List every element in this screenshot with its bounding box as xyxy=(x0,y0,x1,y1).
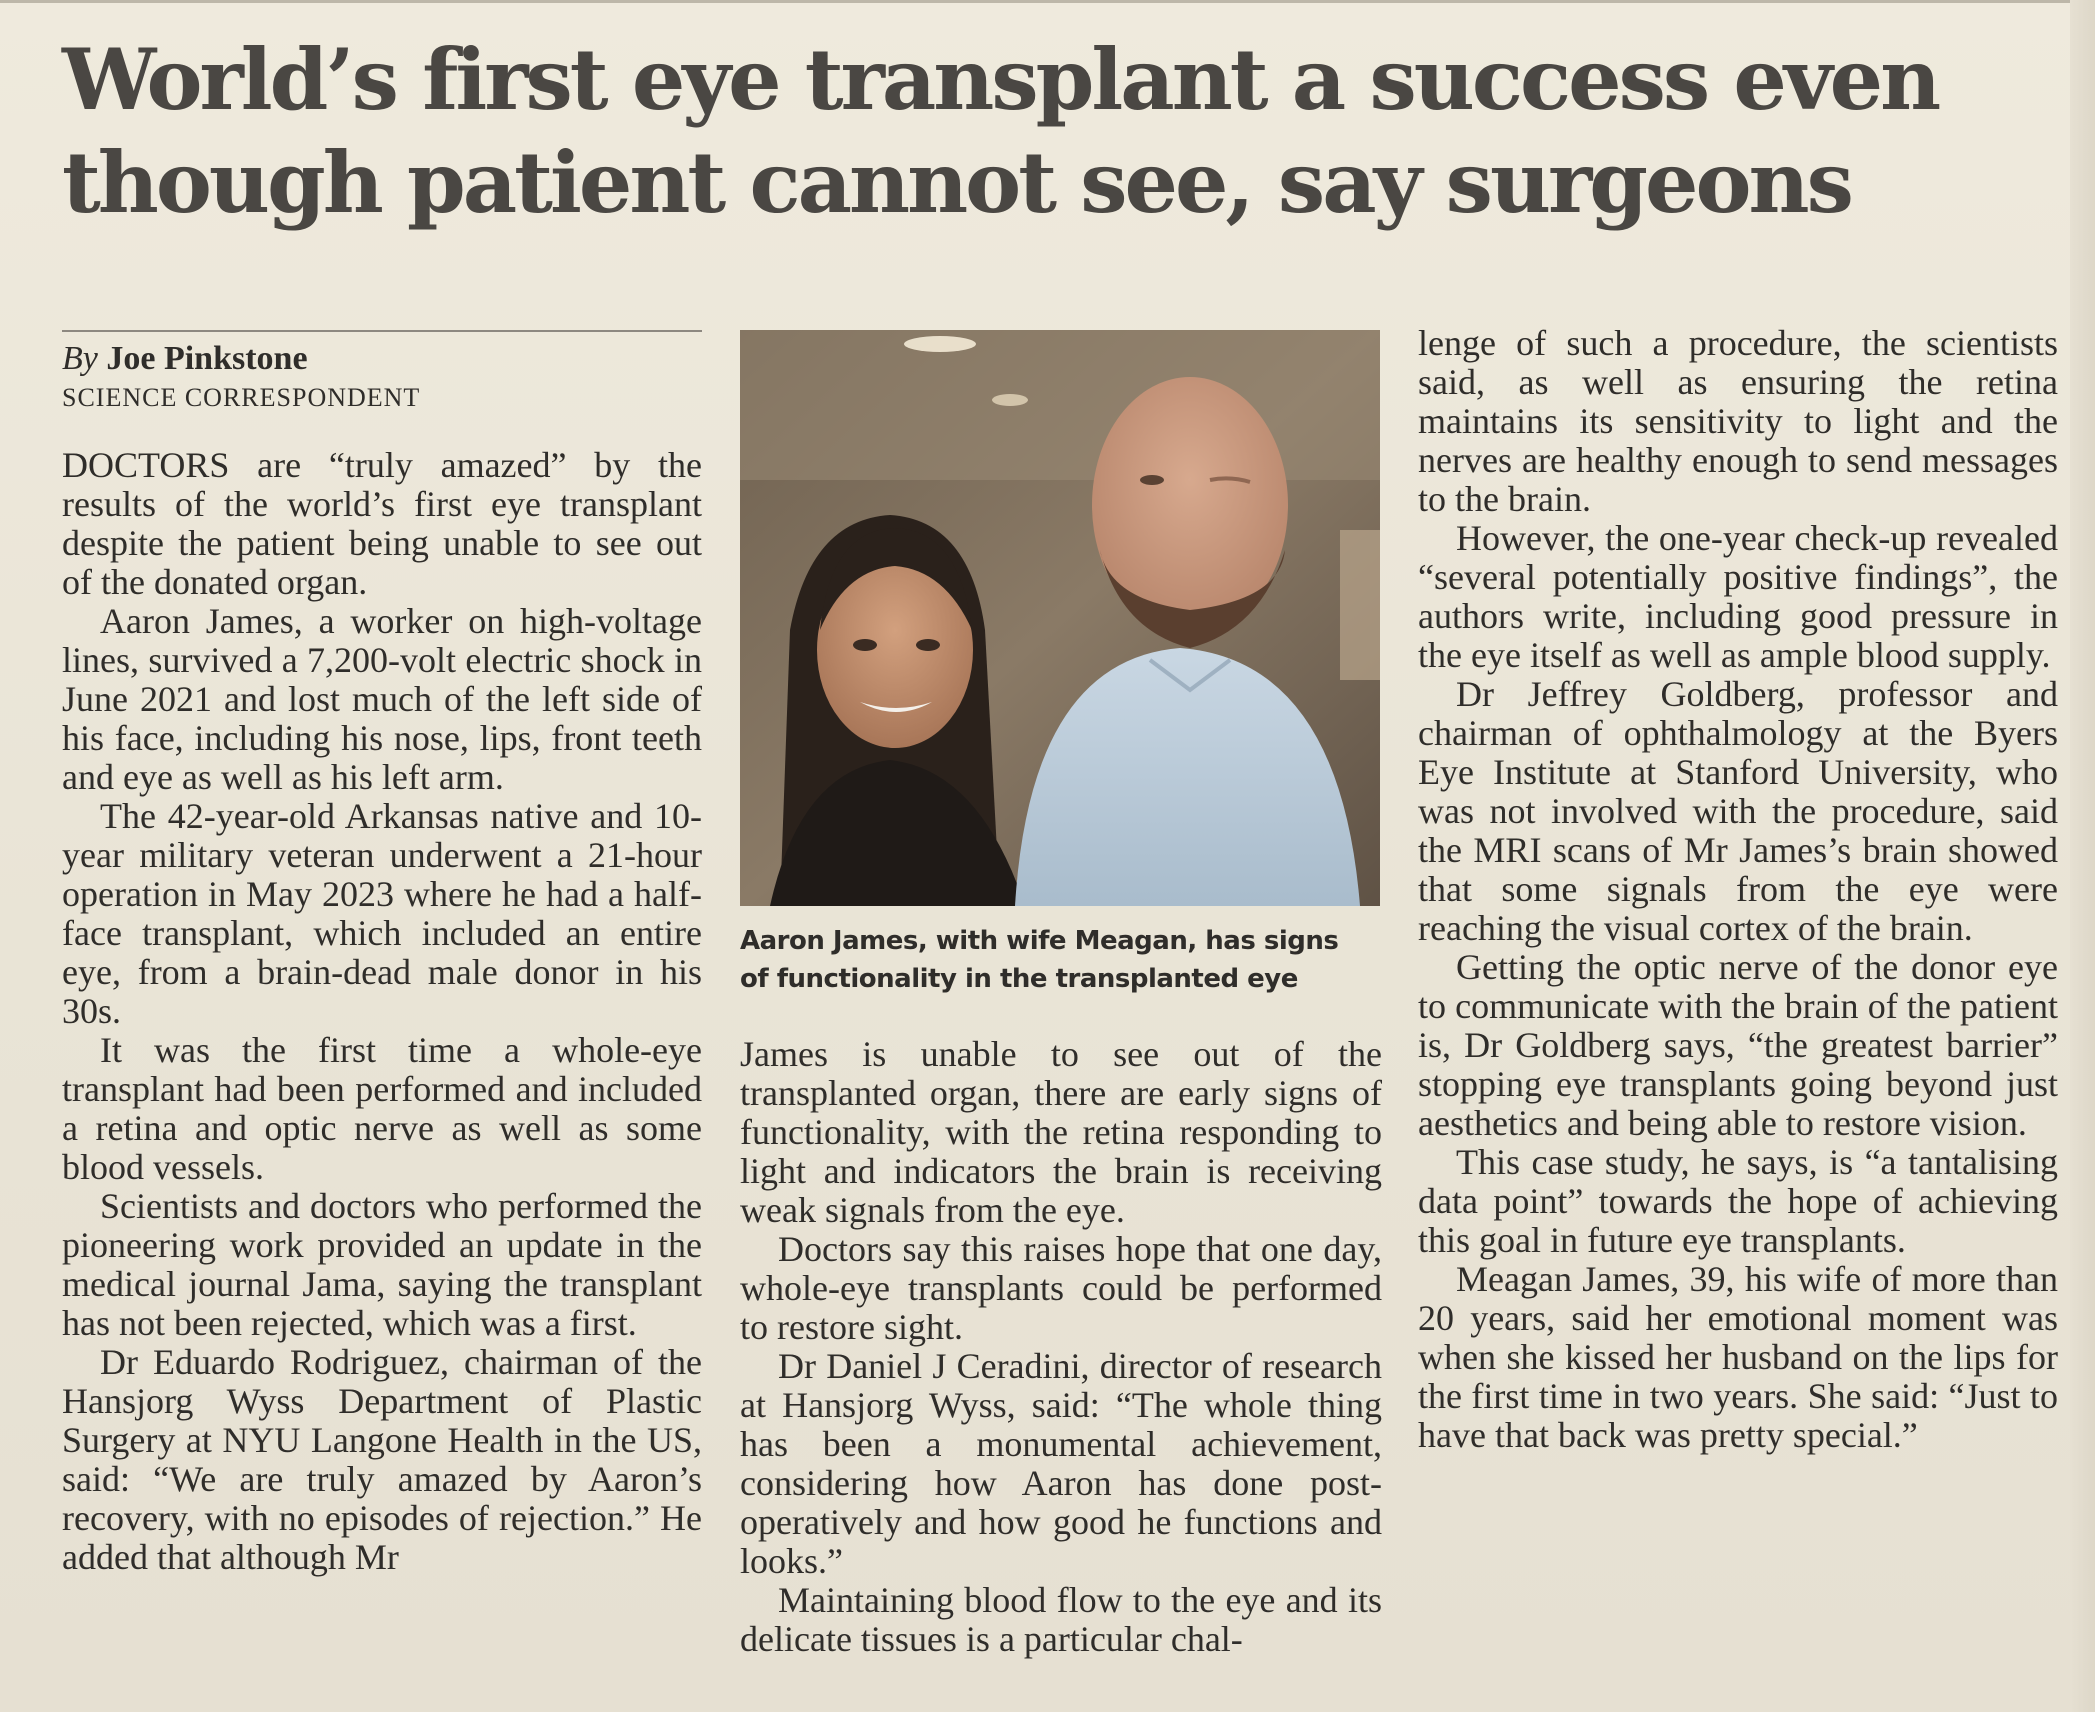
byline-prefix: By xyxy=(62,340,98,377)
paragraph: Aaron James, a worker on high-voltage lines, survived a 7,200-volt electric shock in June 2021 and lost much of the left side of his face, including his nose, lips, front teeth and eye as well as his left arm. xyxy=(62,601,702,797)
couple-photo-illustration xyxy=(740,330,1380,906)
paragraph: Scientists and doctors who performed the pioneering work provided an update in the medical journal Jama, saying the transplant has not been rejected, which was a first. xyxy=(62,1186,702,1343)
article-photo xyxy=(740,330,1380,906)
headline xyxy=(62,28,2062,234)
paragraph: Getting the optic nerve of the donor eye to communicate with the brain of the patient is, Dr Goldberg says, “the greatest barrier” stopping eye transplants going beyond just aesthetics and being able to restore vision. xyxy=(1418,947,2058,1143)
paragraph: Maintaining blood flow to the eye and its delicate tissues is a particular chal- xyxy=(740,1580,1382,1659)
paragraph: Dr Jeffrey Goldberg, professor and chairman of ophthalmology at the Byers Eye Institute at Stanford University, who was not involved with the procedure, said the MRI scans of Mr James’s brain showed that some signals from the eye were reaching the visual cortex of the brain. xyxy=(1418,674,2058,948)
paragraph: It was the first time a whole-eye transplant had been performed and included a retina and optic nerve as well as some blood vessels. xyxy=(62,1030,702,1187)
author-name: Joe Pinkstone xyxy=(106,340,308,377)
photo-caption xyxy=(740,922,1390,998)
byline xyxy=(62,340,702,378)
caption-line-2: of functionality in the transplanted eye xyxy=(740,964,1298,994)
page-edge xyxy=(2070,0,2095,1712)
paragraph: James is unable to see out of the transplanted organ, there are early signs of functionality, with the retina responding to light and indicators the brain is receiving weak signals from the eye. xyxy=(740,1034,1382,1230)
paragraph: Doctors say this raises hope that one day, whole-eye transplants could be performed to restore sight. xyxy=(740,1229,1382,1347)
paragraph: The 42-year-old Arkansas native and 10-year military veteran underwent a 21-hour operation in May 2023 where he had a half-face transplant, which included an entire eye, from a brain-dead male donor in his 30s. xyxy=(62,796,702,1031)
paragraph: Dr Daniel J Ceradini, director of research at Hansjorg Wyss, said: “The whole thing has been a monumental achievement, considering how Aaron has done post-operatively and how good he functions and looks.” xyxy=(740,1346,1382,1581)
paragraph: Dr Eduardo Rodriguez, chairman of the Hansjorg Wyss Department of Plastic Surgery at NYU Langone Health in the US, said: “We are truly amazed by Aaron’s recovery, with no episodes of rejection.” He added that although Mr xyxy=(62,1342,702,1577)
author-role: SCIENCE CORRESPONDENT xyxy=(62,383,421,412)
paragraph: DOCTORS are “truly amazed” by the results of the world’s first eye transplant despite the patient being unable to see out of the donated organ. xyxy=(62,445,702,602)
headline-line-2: though patient cannot see, say surgeons xyxy=(62,133,1851,232)
top-rule xyxy=(0,0,2095,3)
column-3 xyxy=(1418,324,2058,1455)
column-2 xyxy=(740,1035,1382,1659)
paragraph: Meagan James, 39, his wife of more than 20 years, said her emotional moment was when she kissed her husband on the lips for the first time in two years. She said: “Just to have that back was pretty special.” xyxy=(1418,1259,2058,1455)
paragraph: However, the one-year check-up revealed “several potentially positive findings”, the authors write, including good pressure in the eye itself as well as ample blood supply. xyxy=(1418,518,2058,675)
paragraph: This case study, he says, is “a tantalising data point” towards the hope of achieving this goal in future eye transplants. xyxy=(1418,1142,2058,1260)
paragraph: lenge of such a procedure, the scientists said, as well as ensuring the retina maintains its sensitivity to light and the nerves are healthy enough to send messages to the brain. xyxy=(1418,323,2058,519)
caption-line-1: Aaron James, with wife Meagan, has signs xyxy=(740,926,1339,956)
headline-line-1: World’s first eye transplant a success even xyxy=(62,30,1939,129)
byline-divider xyxy=(62,330,702,332)
column-1 xyxy=(62,446,702,1577)
